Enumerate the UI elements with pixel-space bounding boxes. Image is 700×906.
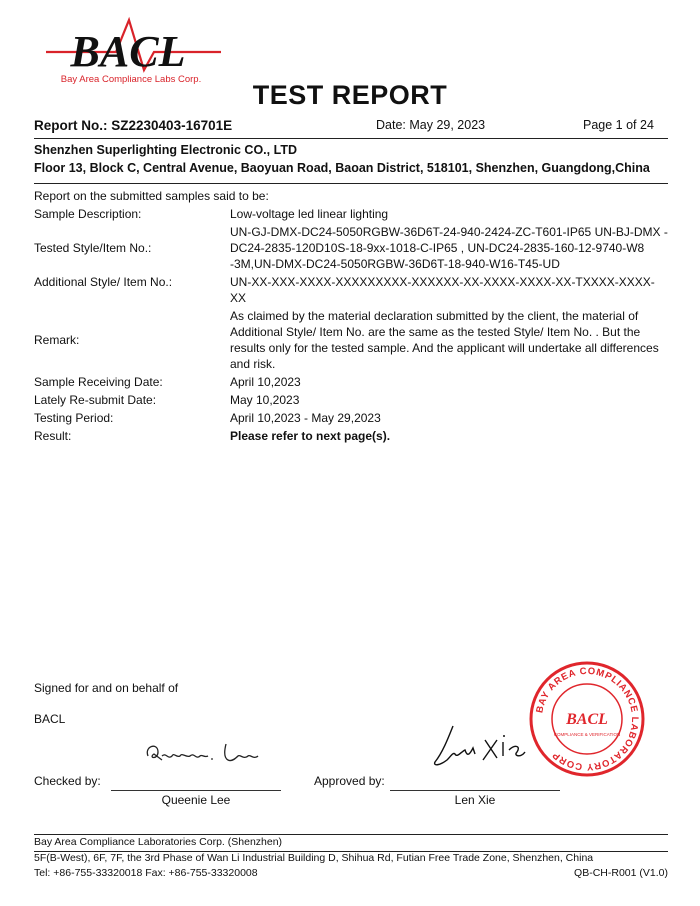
field-label: Testing Period: (34, 411, 114, 425)
approved-by-label: Approved by: (314, 774, 385, 788)
svg-text:Bay Area Compliance Labs Corp.: Bay Area Compliance Labs Corp. (60, 74, 202, 85)
field-label: Sample Description: (34, 207, 142, 221)
tested-style-row (34, 224, 668, 272)
client-divider (34, 183, 668, 184)
field-label: Lately Re-submit Date: (34, 393, 157, 407)
field-value: UN-GJ-DMX-DC24-5050RGBW-36D6T-24-940-2424-ZC-T601-IP65 UN-BJ-DMX -DC24-2835-120D10S-18-9xx-1018-C-IP65 , UN-DC24-2835-160-12-9740-W8 -3M,UN-DMX-DC24-5050RGBW-36D6T-18-940-W16-T45-UD (230, 225, 668, 271)
svg-text:COMPLIANCE & VERIFICATION: COMPLIANCE & VERIFICATION (553, 732, 621, 737)
field-value: Low-voltage led linear lighting (230, 207, 389, 221)
field-label: Sample Receiving Date: (34, 375, 163, 389)
report-fields (34, 188, 668, 446)
field-value: April 10,2023 (230, 375, 301, 389)
client-name: Shenzhen Superlighting Electronic CO., LTD (34, 143, 297, 157)
footer-address: 5F(B-West), 6F, 7F, the 3rd Phase of Wan Li Industrial Building D, Shihua Rd, Futian Free Trade Zone, Shenzhen, China (34, 852, 594, 864)
field-label: Result: (34, 429, 72, 443)
client-address: Floor 13, Block C, Central Avenue, Baoyuan Road, Baoan District, 518101, Shenzhen, Guangdong,China (34, 161, 650, 175)
svg-text:BACL: BACL (566, 711, 608, 728)
signed-for-text: Signed for and on behalf of (34, 681, 179, 695)
field-value: April 10,2023 - May 29,2023 (230, 411, 381, 425)
report-number: Report No.: SZ2230403-16701E (34, 118, 233, 133)
footer-contact: Tel: +86-755-33320018 Fax: +86-755-33320008 (34, 867, 258, 879)
field-label: Additional Style/ Item No.: (34, 275, 173, 289)
receiving-date-row (34, 374, 668, 390)
approver-signature (425, 722, 535, 772)
field-value: May 10,2023 (230, 393, 300, 407)
field-label: Remark: (34, 333, 80, 347)
signing-company: BACL (34, 712, 66, 726)
field-label: Tested Style/Item No.: (34, 241, 152, 255)
field-value: Please refer to next page(s). (230, 429, 391, 443)
intro-row (34, 188, 668, 204)
approver-name: Len Xie (454, 793, 496, 807)
checker-signature (140, 734, 280, 770)
svg-text:BAY AREA COMPLIANCE LABORATORY: BAY AREA COMPLIANCE LABORATORY CORP (534, 665, 641, 773)
company-seal-stamp (528, 660, 646, 778)
testing-period-row (34, 410, 668, 426)
approved-by-line (390, 790, 560, 791)
svg-text:BACL: BACL (70, 27, 186, 76)
footer-divider (34, 834, 668, 835)
field-value: UN-XX-XXX-XXXX-XXXXXXXXX-XXXXXX-XX-XXXX-XXXX-XX-TXXXX-XXXX-XX (230, 275, 655, 305)
footer-company: Bay Area Compliance Laboratories Corp. (Shenzhen) (34, 836, 283, 848)
resubmit-date-row (34, 392, 668, 408)
document-title: TEST REPORT (252, 80, 448, 110)
result-row (34, 428, 668, 444)
checked-by-label: Checked by: (34, 774, 101, 788)
checker-name: Queenie Lee (161, 793, 231, 807)
checked-by-line (111, 790, 281, 791)
field-value: As claimed by the material declaration submitted by the client, the material of Additional Style/ Item No. are the same as the tested Style/ Item No. . But the results only for the tested sample. And the applicant will undertake all differences and risk. (230, 309, 659, 371)
intro-text: Report on the submitted samples said to be: (34, 189, 269, 203)
remark-row (34, 308, 668, 372)
page-number: Page 1 of 24 (583, 118, 654, 132)
additional-style-row (34, 274, 668, 306)
header-divider (34, 138, 668, 139)
sample-description-row (34, 206, 668, 222)
footer-form-code: QB-CH-R001 (V1.0) (574, 867, 668, 879)
report-date: Date: May 29, 2023 (376, 118, 486, 132)
